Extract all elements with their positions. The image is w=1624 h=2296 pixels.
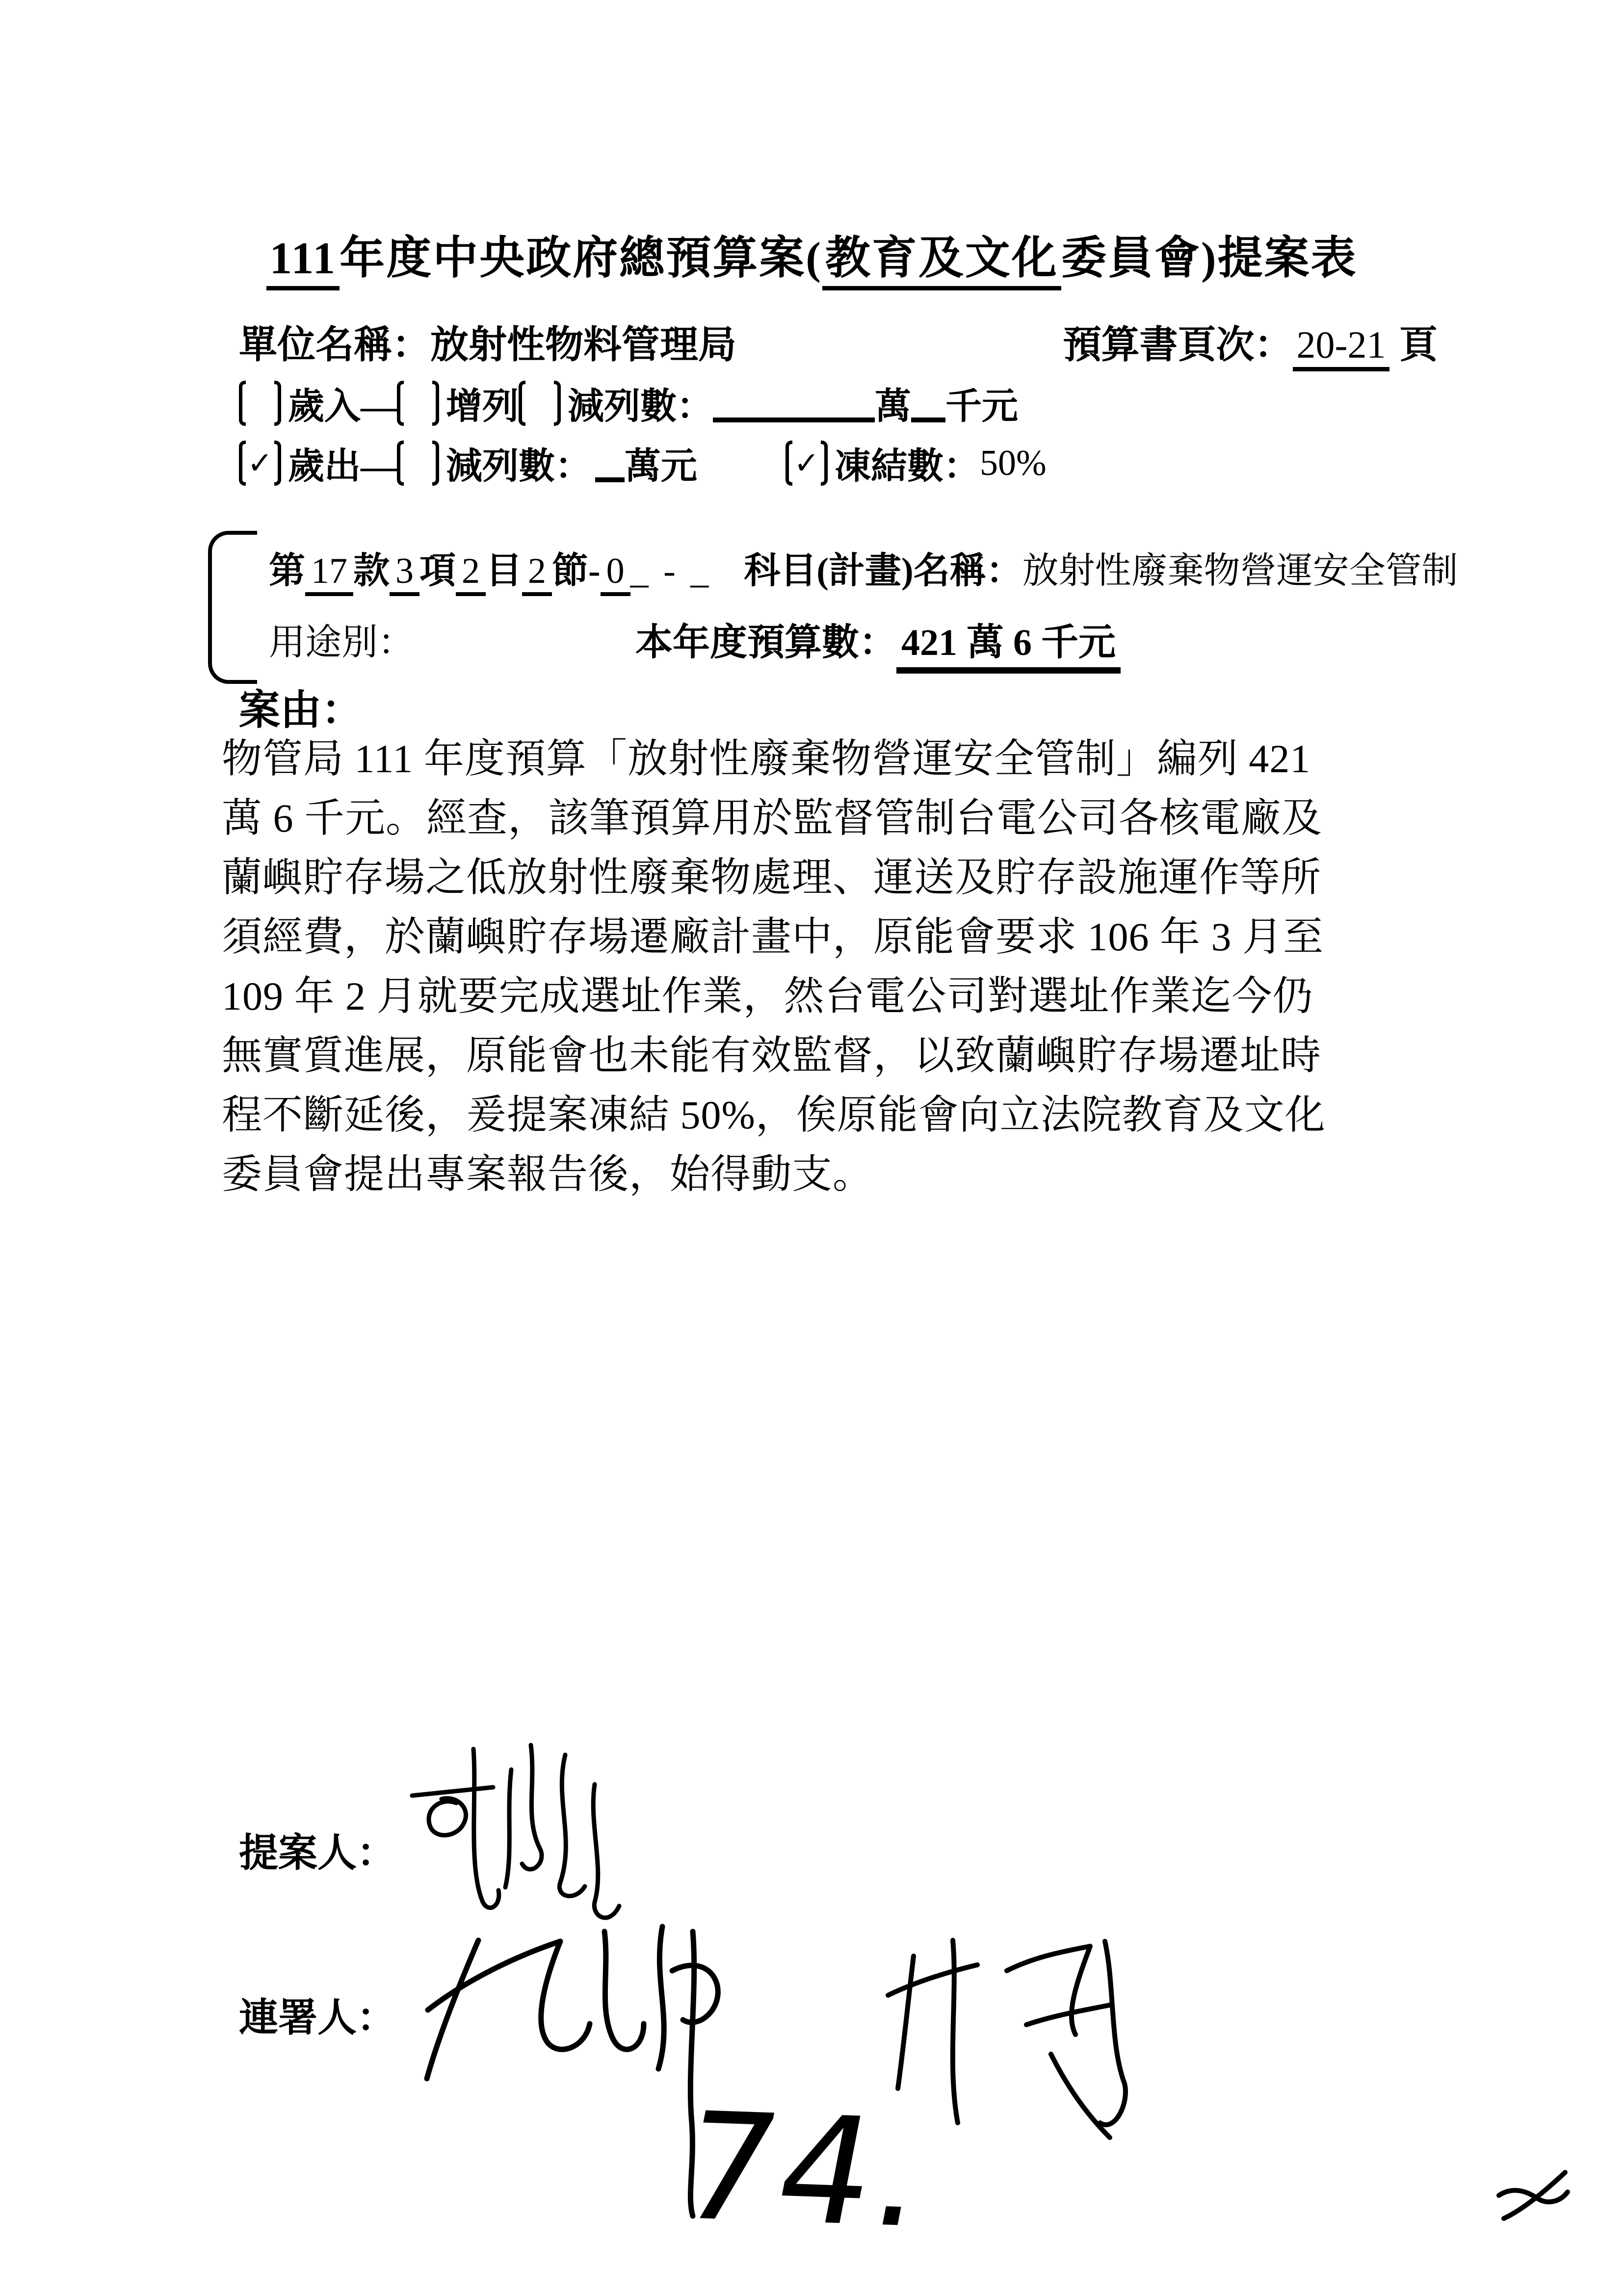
budget-book-page-unit: 頁 (1399, 323, 1438, 366)
usage-label: 用途別： (269, 623, 414, 663)
check-mark-icon: ✓ (247, 445, 273, 481)
kuan-prefix: 第 (269, 551, 305, 591)
revenue-checkbox (239, 381, 281, 426)
current-year-budget-label: 本年度預算數： (635, 622, 896, 663)
budget-book-page-group (1063, 314, 1438, 369)
thousand-blank-field (911, 384, 945, 422)
bracket-right-icon (274, 381, 281, 426)
form-title (0, 222, 1624, 287)
revenue-decrease-label: 減列數： (568, 387, 713, 427)
unit-name-value: 放射性物料管理局 (430, 323, 737, 366)
paragraph-line: 萬 6 千元。經查，該筆預算用於監督管制台電公司各核電廠及 (222, 796, 1323, 840)
increase-checkbox (397, 381, 439, 426)
handwritten-page-number: 74. (666, 2081, 944, 2261)
jie-value: 2 (522, 551, 552, 596)
expenditure-decrease-label: 減列數： (446, 446, 591, 487)
expenditure-row (239, 436, 1047, 491)
proposer-label: 提案人： (239, 1832, 396, 1875)
expenditure-checkbox-checked (239, 441, 281, 486)
bracket-left-icon (239, 441, 246, 486)
unit-name-group (239, 314, 736, 369)
xiang-value: 3 (390, 551, 419, 596)
wan-blank-field (595, 444, 625, 482)
check-mark-icon: ✓ (794, 445, 819, 481)
bracket-left-icon (397, 441, 404, 486)
bracket-left-icon (239, 381, 246, 426)
case-label: 案由： (239, 688, 363, 733)
mu-label: 目 (486, 551, 522, 591)
current-year-budget-value: 421 萬 6 千元 (896, 622, 1121, 674)
jie-number: 0 (601, 551, 630, 596)
bracket-left-icon (397, 381, 404, 426)
corner-pen-mark (1492, 2168, 1575, 2227)
current-year-budget-group (635, 612, 1121, 666)
section-bracket (208, 531, 257, 684)
title-mid: 年度中央政府總預算案( (340, 233, 822, 283)
budget-book-page-value: 20-21 (1293, 323, 1390, 371)
budget-book-page-label: 預算書頁次： (1063, 323, 1293, 366)
revenue-label: 歲入— (288, 387, 397, 427)
paragraph-line: 程不斷延後，爰提案凍結 50%，俟原能會向立法院教育及文化 (222, 1093, 1326, 1137)
kuan-label: 款 (353, 551, 390, 591)
revenue-row (239, 376, 1018, 431)
paragraph-line: 蘭嶼貯存場之低放射性廢棄物處理、運送及貯存設施運作等所 (222, 855, 1322, 900)
jie-label: 節- (552, 551, 601, 591)
bracket-left-icon (519, 381, 525, 426)
bracket-right-icon (554, 381, 561, 426)
bracket-right-icon (274, 441, 281, 486)
bracket-right-icon (821, 441, 828, 486)
title-year: 111 (266, 233, 340, 290)
mu-value: 2 (456, 551, 486, 596)
title-tail: 委員會)提案表 (1061, 233, 1358, 283)
xiang-label: 項 (419, 551, 456, 591)
bracket-left-icon (786, 441, 792, 486)
title-committee: 教育及文化 (822, 233, 1061, 290)
kuan-value: 17 (305, 551, 353, 596)
freeze-value: 50% (980, 443, 1047, 483)
qianyuan-unit-label: 千元 (945, 387, 1018, 427)
bracket-right-icon (432, 441, 439, 486)
expenditure-decrease-checkbox (397, 441, 439, 486)
paragraph-line: 委員會提出專案報告後，始得動支。 (222, 1152, 874, 1197)
budget-classification-line (269, 542, 1458, 594)
bracket-right-icon (432, 381, 439, 426)
cosigner-label: 連署人： (239, 1997, 396, 2040)
unit-line (239, 314, 1438, 369)
subject-label: 科目(計畫)名稱： (744, 551, 1022, 591)
paragraph-line: 物管局 111 年度預算「放射性廢棄物營運安全管制」編列 421 (222, 736, 1311, 781)
unit-name-label: 單位名稱： (239, 323, 431, 366)
paragraph-line: 須經費，於蘭嶼貯存場遷廠計畫中，原能會要求 106 年 3 月至 (222, 914, 1324, 959)
freeze-checkbox-checked (786, 441, 828, 486)
freeze-label: 凍結數： (835, 446, 980, 487)
jie-blanks: _ - _ (630, 551, 712, 591)
increase-label: 增列 (446, 387, 519, 427)
amount-blank-field (713, 384, 875, 422)
wan-unit-label: 萬 (875, 387, 911, 427)
subject-value: 放射性廢棄物營運安全管制 (1022, 551, 1458, 591)
wanyuan-unit-label: 萬元 (625, 446, 697, 487)
expenditure-label: 歲出— (288, 446, 397, 487)
paragraph-line: 109 年 2 月就要完成選址作業，然台電公司對選址作業迄今仍 (222, 974, 1313, 1018)
paragraph-line: 無實質進展，原能會也未能有效監督，以致蘭嶼貯存場遷址時 (222, 1033, 1322, 1078)
case-paragraph (222, 729, 1478, 1204)
decrease-checkbox (519, 381, 561, 426)
